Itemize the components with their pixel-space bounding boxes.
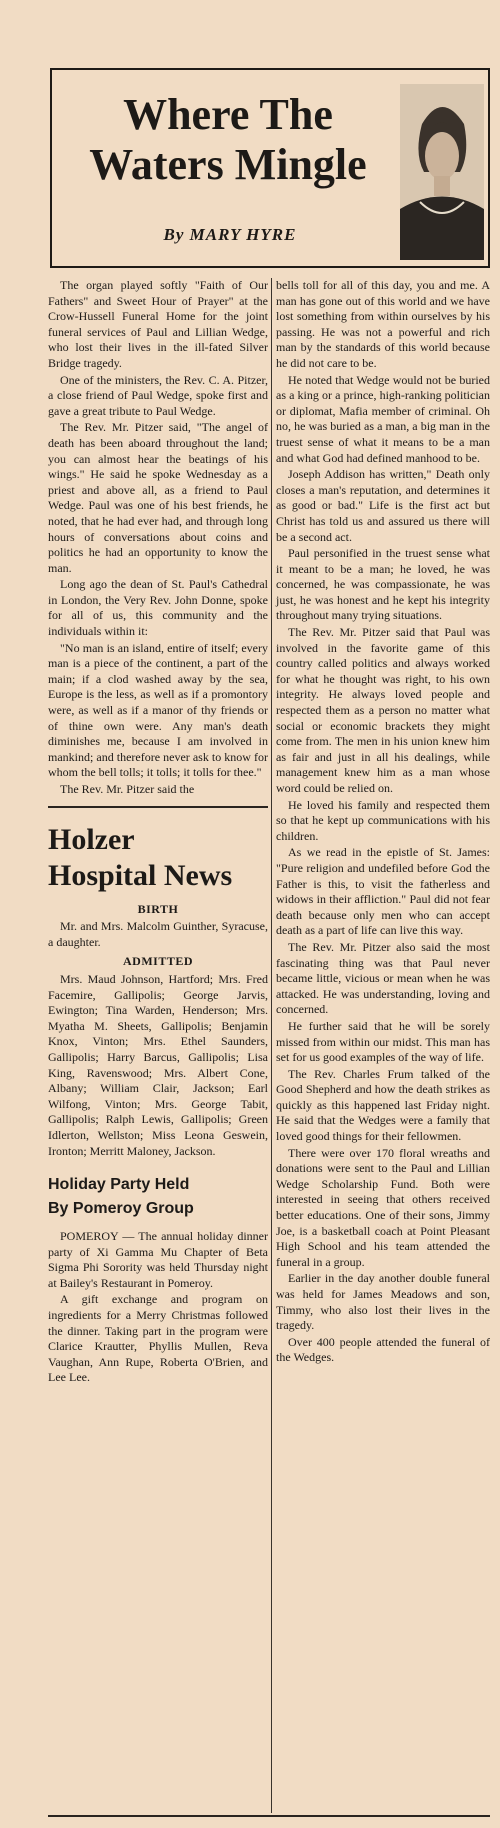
section-divider [48, 806, 268, 808]
column-title-line2: Waters Mingle [89, 140, 367, 189]
column-divider [271, 278, 272, 1813]
story-paragraph: Paul personified in the truest sense what it meant to be a man; he loved, he was concerned, he was compassionate, he was just, he was honest and he kept his integrity throughout many trying situations. [276, 546, 490, 623]
party-paragraph: A gift exchange and program on ingredients for a Merry Christmas followed the dinner. Taking part in the program were Clarice Krautter, Phyllis Mullen, Reva Vaughan, Ann Rupe, Roberta O'Brien, and Lee Lee. [48, 1292, 268, 1385]
party-paragraph: POMEROY — The annual holiday dinner party of Xi Gamma Mu Chapter of Beta Sigma Phi Sorority was held Thursday night at Bailey's Restaurant in Pomeroy. [48, 1229, 268, 1290]
hospital-title-line2: Hospital News [48, 858, 233, 892]
column-title [58, 90, 398, 190]
story-paragraph: The Rev. Mr. Pitzer also said the most fascinating thing was that Paul never became little, vicious or mean when he was attacked. He was understanding, loving and concerned. [276, 939, 490, 1017]
story-paragraph: As we read in the epistle of St. James: "Pure religion and undefiled before God the Father is this, to visit the fatherless and widows in their affliction." Paul did not fear death because only men who can accept death as a part of life can live this way. [276, 845, 490, 938]
story-paragraph: He further said that he will be sorely missed from within our midst. This man has set for us good examples of the way of life. [276, 1018, 490, 1065]
column-title-line1: Where The [123, 90, 333, 139]
story-paragraph: He noted that Wedge would not be buried as a king or a prince, high-ranking politician or diplomat, Mafia member of criminal. Oh no, he was buried as a man, a big man in the truest sense of what it means to be a man and what God had defined manhood to be. [276, 372, 490, 465]
admitted-text: Mrs. Maud Johnson, Hartford; Mrs. Fred Facemire, Gallipolis; George Jarvis, Ewington; Tina Warden, Henderson; Mrs. Myatha M. Sheets, Gallipolis; Benjamin Knox, Vinton; Mrs. Ethel Saunders, Gallipolis; Harry Barcus, Gallipolis; Lisa King, Ravenswood; Mrs. Albert Cone, Albany; William Clair, Jackson; Earl Wilfong, Vinton; Mrs. George Tabit, Gallipolis; Ralph Lewis, Gallipolis; Green Idlerton, Wellston; Miss Leona Geswein, Ironton; Merritt Maloney, Jackson. [48, 971, 268, 1158]
story-paragraph: Earlier in the day another double funeral was held for James Meadows and son, Timmy, who also lost their lives in the tragedy. [276, 1271, 490, 1333]
column-masthead [50, 68, 490, 268]
author-portrait [400, 84, 484, 260]
story-paragraph: The Rev. Charles Frum talked of the Good Shepherd and how the death strikes as quickly as this happened last Friday night. He said that the Wedges were a family that loved good things for their fellowmen. [276, 1066, 490, 1144]
story-paragraph: Joseph Addison has written," Death only closes a man's reputation, and determines it as good or bad." Life is the first act but Christ has told us and assured us there will be a second act. [276, 467, 490, 544]
story-paragraph: The Rev. Mr. Pitzer said the [60, 782, 195, 796]
hospital-title-line1: Holzer [48, 822, 135, 856]
story-paragraph: Over 400 people attended the funeral of the Wedges. [276, 1334, 490, 1365]
story-paragraph: Long ago the dean of St. Paul's Cathedral in London, the Very Rev. John Donne, spoke for all of us, this community and the individuals within it: [48, 577, 268, 639]
admitted-heading: ADMITTED [122, 954, 193, 969]
byline: By MARY HYRE [163, 225, 297, 244]
left-column [48, 278, 268, 1386]
party-title-line2: By Pomeroy Group [48, 1200, 194, 1218]
bottom-divider [48, 1815, 490, 1817]
story-quote: "No man is an island, entire of itself; every man is a piece of the continent, a part of the main; if a clod washed away by the sea, Europe is the less, as well as if a promontory were, as well as if a manor of thy friends or of thine own were. Any man's death diminishes me, because I am involved in mankind; and therefore never ask to know for whom the bell tolls; it tolls; it tolls for thee." [48, 640, 268, 780]
party-title-line1: Holiday Party Held [48, 1176, 190, 1194]
hospital-news-title [48, 822, 268, 894]
right-column [276, 278, 490, 1366]
party-headline [48, 1173, 268, 1221]
story-paragraph: He loved his family and respected them so that he kept up communications with his children. [276, 797, 490, 843]
birth-heading: BIRTH [137, 901, 179, 916]
story-paragraph: There were over 170 floral wreaths and donations were sent to the Paul and Lillian Wedge Scholarship Fund. Both were interested in seeing that others received better educations. One of their sons, Jimmy Joe, is a basketball coach at Point Pleasant High School and his team attended the funeral in a group. [276, 1145, 490, 1269]
story-paragraph: The Rev. Mr. Pitzer said that Paul was involved in the favorite game of this country called politics and always worked for what he thought was right, to his own integrity. He always loved people and respected them as a person no matter what social or economic brackets they might come from. The men in his union knew him as fair and just in all his dealings, while management knew him as a man whose word could be relied on. [276, 625, 490, 795]
story-paragraph: The organ played softly "Faith of Our Fathers" and Sweet Hour of Prayer" at the Crow-Hussell Funeral Home for the joint funeral services of Paul and Lillian Wedge, who lost their lives in the ill-fated Silver Bridge tragedy. [48, 278, 268, 370]
story-paragraph: The Rev. Mr. Pitzer said, "The angel of death has been aboard throughout the land; you can almost hear the beatings of his wings." He said he spoke Wednesday as a priest and above all, as a friend to Paul Wedge. Paul was one of his best friends, he noted, that he had ever had, and through long hours of conversations about coins and politics he had an opportunity to know the man. [48, 420, 268, 575]
story-paragraph: bells toll for all of this day, you and me. A man has gone out of this world and we have lost something from within ourselves by his passing. He was not a powerful and rich man by the standards of this world because he did not care to be. [276, 278, 490, 370]
birth-text: Mr. and Mrs. Malcolm Guinther, Syracuse, a daughter. [48, 919, 268, 949]
story-paragraph: One of the ministers, the Rev. C. A. Pitzer, a close friend of Paul Wedge, spoke first and gave a great tribute to Paul Wedge. [48, 372, 268, 418]
